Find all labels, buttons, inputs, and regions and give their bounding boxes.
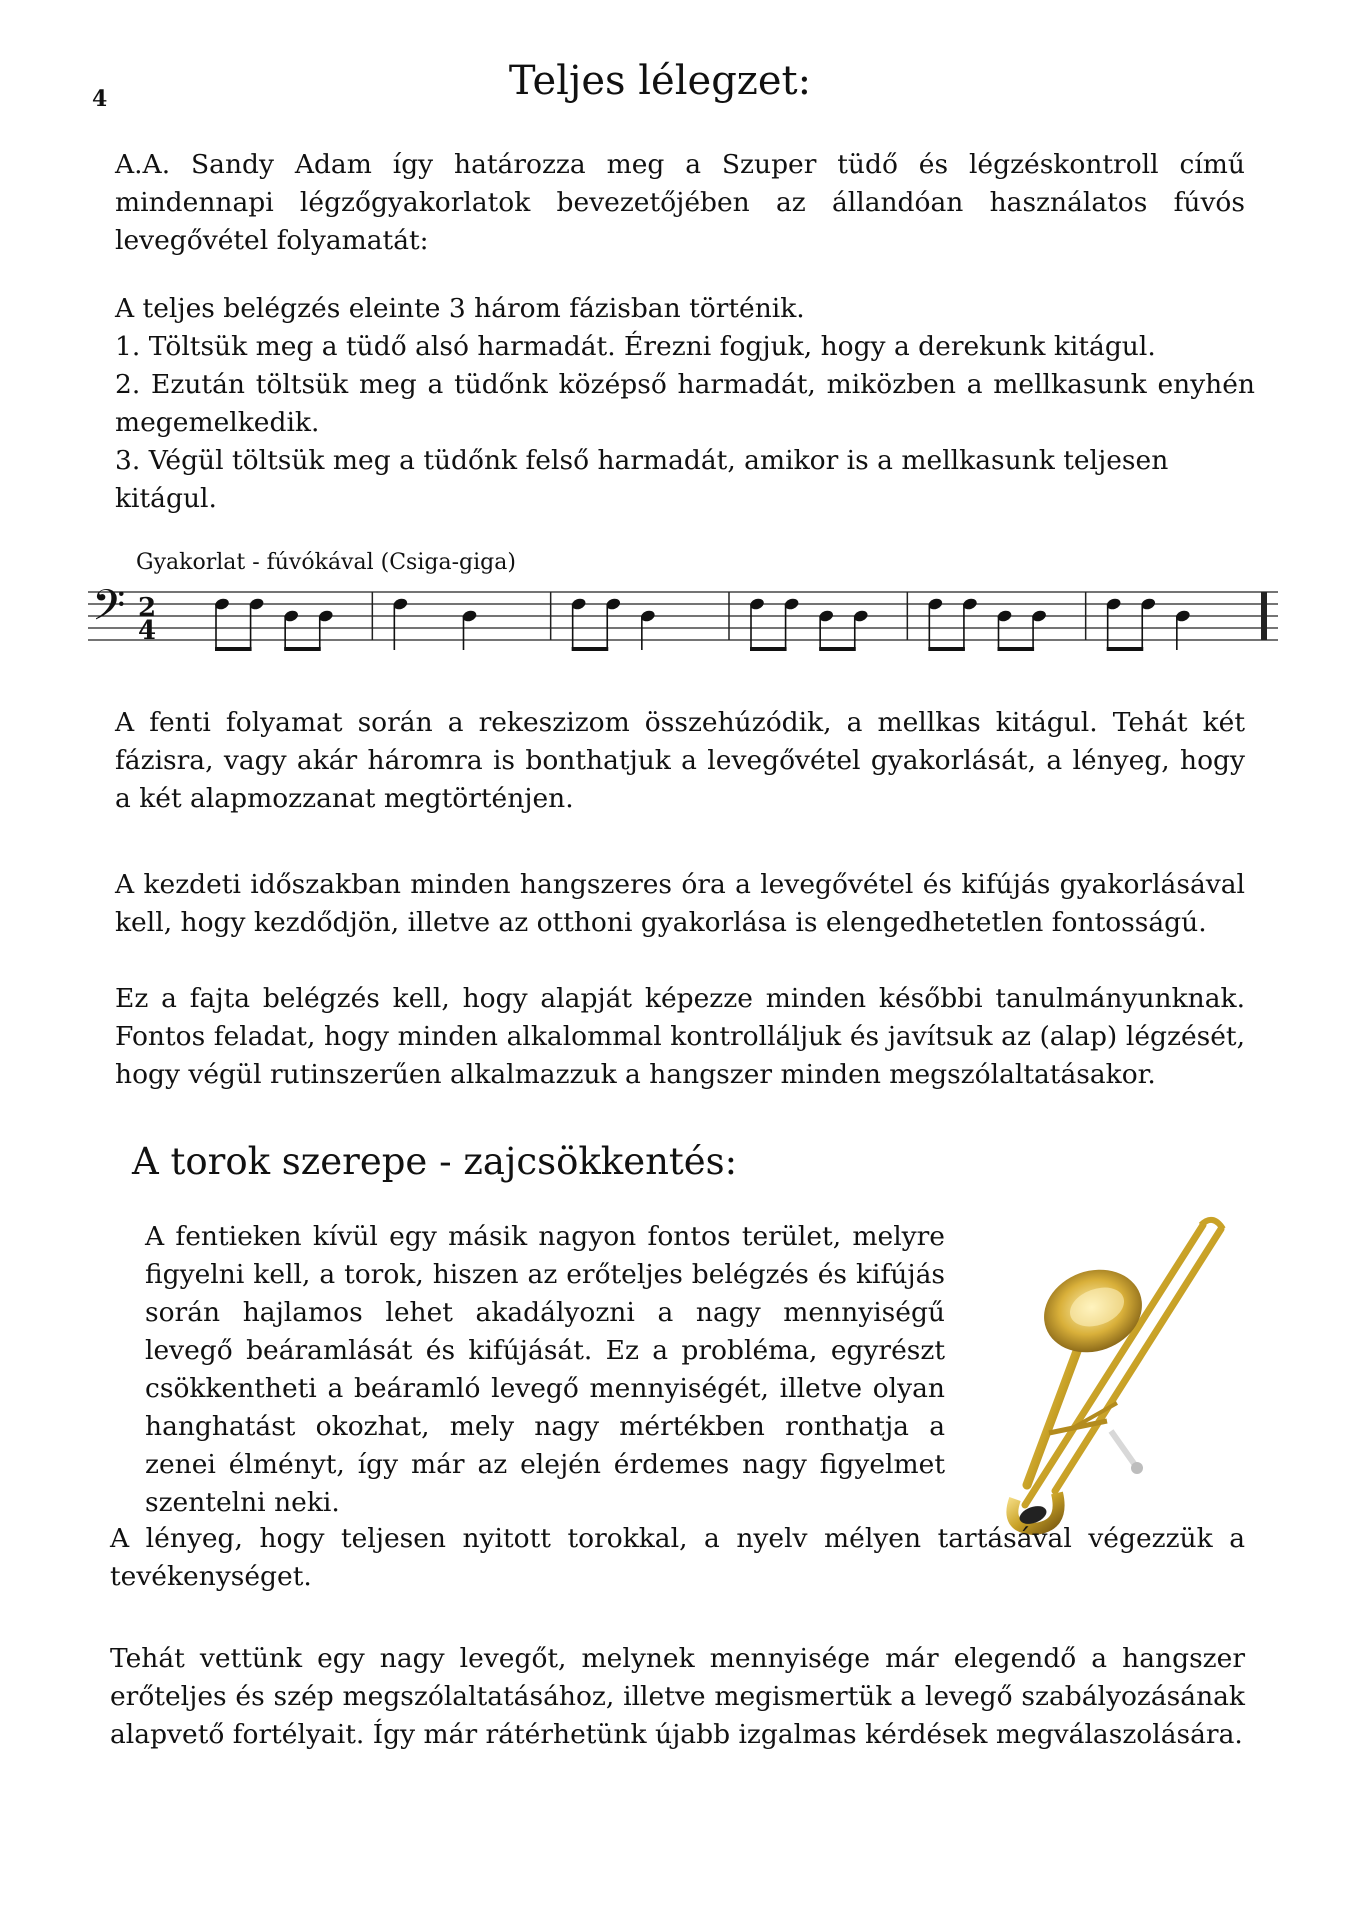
page-number: 4 (92, 86, 108, 112)
music-score (88, 580, 1288, 660)
notes (214, 597, 1191, 651)
note-beam (284, 647, 321, 651)
intro-paragraph: A.A. Sandy Adam így határozza meg a Szuper tüdő és légzéskontroll című mindennapi légzőgyakorlatok bevezetőjében az állandóan használatos fúvós levegővétel folyamatát: (115, 149, 1245, 256)
time-signature (138, 593, 156, 646)
staff-lines (88, 592, 1278, 640)
section-title-throat: A torok szerepe - zajcsökkentés: (132, 1140, 738, 1183)
note-beam (998, 647, 1035, 651)
note-beam (819, 647, 856, 651)
note-beam (928, 647, 965, 651)
page-title: Teljes lélegzet: (508, 58, 812, 104)
paragraph-foundation: Ez a fajta belégzés kell, hogy alapját képezze minden későbbi tanulmányunknak. Fontos feladat, hogy minden alkalommal kontrolláljuk és javítsuk az (alap) légzését, hogy végül rutinszerűen alkalmazzuk a hangszer minden megszólaltatásakor. (115, 983, 1245, 1090)
steps-intro: A teljes belégzés eleinte 3 három fázisban történik. (115, 293, 805, 324)
time-signature-bottom: 4 (138, 616, 157, 646)
exercise-label: Gyakorlat - fúvókával (Csiga-giga) (136, 550, 516, 575)
step-3: 3. Végül töltsük meg a tüdőnk felső harmadát, amikor is a mellkasunk teljesen kitágul. (115, 445, 1169, 514)
paragraph-start: A kezdeti időszakban minden hangszeres óra a levegővétel és kifújás gyakorlásával kell, hogy kezdődjön, illetve az otthoni gyakorlása is elengedhetetlen fontosságú. (115, 869, 1245, 938)
paragraph-conclusion: Tehát vettünk egy nagy levegőt, melynek mennyisége már elegendő a hangszer erőteljes és szép megszólaltatásához, illetve megismertük a levegő szabályozásának alapvető fortélyait. Így már rátérhetünk újabb izgalmas kérdések megválaszolására. (110, 1643, 1245, 1750)
svg-text:𝄢: 𝄢 (92, 581, 126, 641)
bass-clef-icon (92, 581, 125, 641)
note-beam (215, 647, 252, 651)
note-beam (750, 647, 787, 651)
note-beam (1107, 647, 1144, 651)
step-2: 2. Ezután töltsük meg a tüdőnk középső harmadát, miközben a mellkasunk enyhén megemelkedik. (115, 369, 1255, 438)
trombone-icon (975, 1215, 1275, 1545)
time-signature-top: 2 (138, 593, 157, 623)
step-1: 1. Töltsük meg a tüdő alsó harmadát. Érezni fogjuk, hogy a derekunk kitágul. (115, 331, 1156, 362)
breathing-steps (115, 290, 1255, 518)
paragraph-throat: A fentieken kívül egy másik nagyon fontos terület, melyre figyelni kell, a torok, hiszen az erőteljes belégzés és kifújás során hajlamos lehet akadályozni a nagy mennyiségű levegő beáramlását és kifújását. Ez a probléma, egyrészt csökkentheti a beáramló levegő mennyiségét, illetve olyan hanghatást okozhat, mely nagy mértékben ronthatja a zenei élményt, így már az elején érdemes nagy figyelmet szentelni neki. (145, 1221, 945, 1518)
paragraph-process: A fenti folyamat során a rekeszizom összehúzódik, a mellkas kitágul. Tehát két fázisra, vagy akár háromra is bonthatjuk a levegővétel gyakorlását, a lényeg, hogy a két alapmozzanat megtörténjen. (115, 707, 1245, 814)
paragraph-open-throat: A lényeg, hogy teljesen nyitott torokkal, a nyelv mélyen tartásával végezzük a tevékenységet. (110, 1523, 1245, 1592)
note-beam (572, 647, 609, 651)
trombone-image (975, 1215, 1275, 1549)
